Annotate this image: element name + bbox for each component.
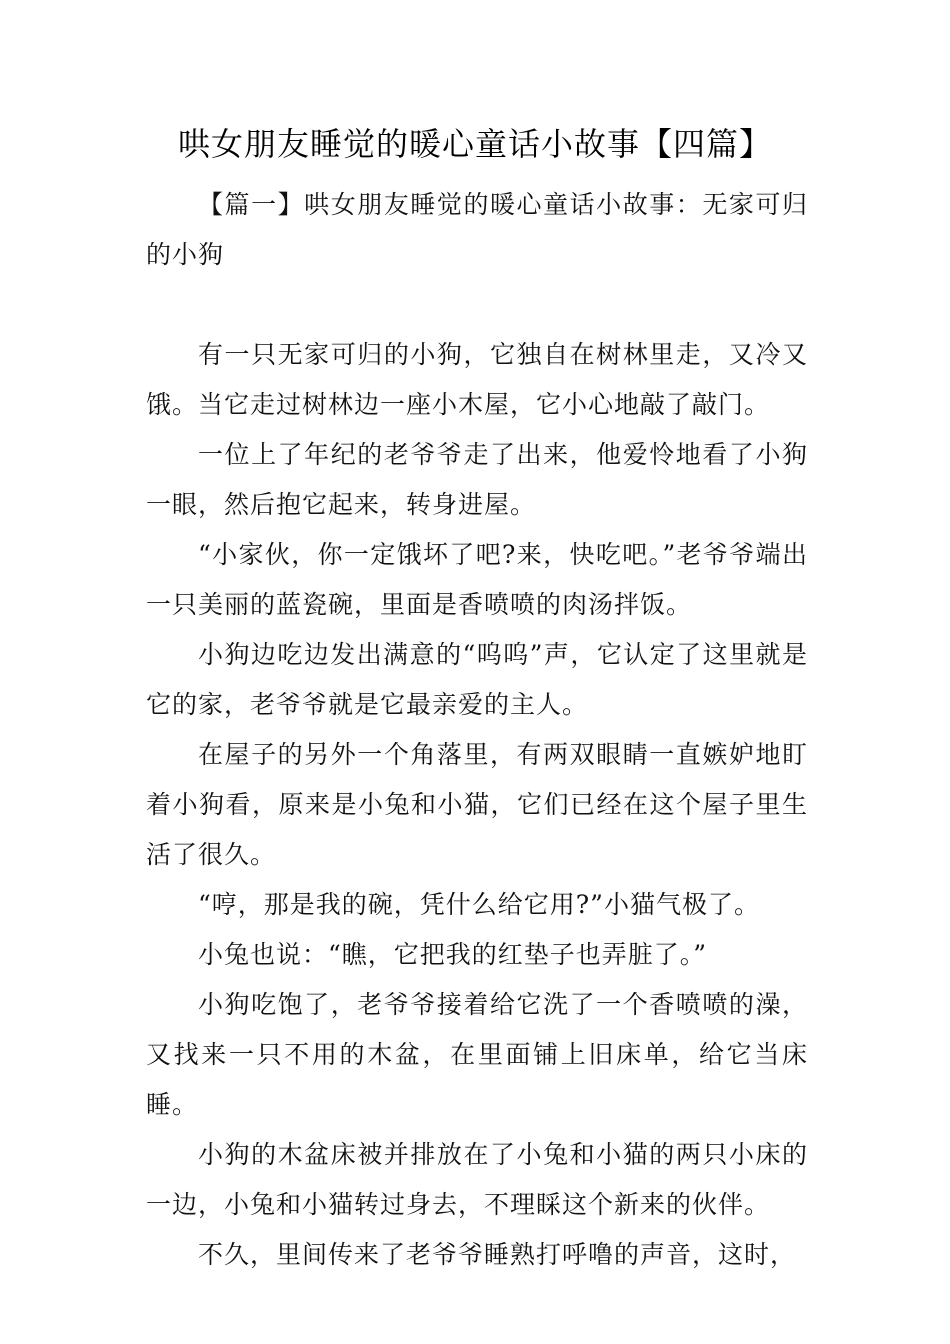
paragraph: 有一只无家可归的小狗，它独自在树林里走，又冷又饿。当它走过树林边一座小木屋，它小心地敲了敲门。 bbox=[146, 340, 808, 419]
paragraph: 一位上了年纪的老爷爷走了出来，他爱怜地看了小狗一眼，然后抱它起来，转身进屋。 bbox=[146, 440, 808, 519]
paragraph: 小狗吃饱了，老爷爷接着给它洗了一个香喷喷的澡，又找来一只不用的木盆，在里面铺上旧床单，给它当床睡。 bbox=[146, 990, 808, 1119]
paragraph: “小家伙，你一定饿坏了吧?来，快吃吧。”老爷爷端出一只美丽的蓝瓷碗，里面是香喷喷的肉汤拌饭。 bbox=[146, 540, 808, 619]
paragraph: 小狗边吃边发出满意的“呜呜”声，它认定了这里就是它的家，老爷爷就是它最亲爱的主人。 bbox=[146, 640, 808, 719]
paragraph: “哼，那是我的碗，凭什么给它用?”小猫气极了。 bbox=[198, 890, 760, 919]
paragraph: 在屋子的另外一个角落里，有两双眼睛一直嫉妒地盯着小狗看，原来是小兔和小猫，它们已经在这个屋子里生活了很久。 bbox=[146, 740, 808, 869]
paragraph: 小兔也说：“瞧，它把我的红垫子也弄脏了。” bbox=[198, 940, 708, 969]
document-body bbox=[146, 180, 808, 1280]
paragraph: 小狗的木盆床被并排放在了小兔和小猫的两只小床的一边，小兔和小猫转过身去，不理睬这个新来的伙伴。 bbox=[146, 1140, 808, 1219]
document-title: 哄女朋友睡觉的暖心童话小故事【四篇】 bbox=[177, 125, 772, 163]
paragraph: 不久，里间传来了老爷爷睡熟打呼噜的声音，这时， bbox=[198, 1240, 797, 1269]
blank-line bbox=[146, 280, 808, 330]
section-heading: 【篇一】哄女朋友睡觉的暖心童话小故事：无家可归的小狗 bbox=[146, 190, 808, 269]
